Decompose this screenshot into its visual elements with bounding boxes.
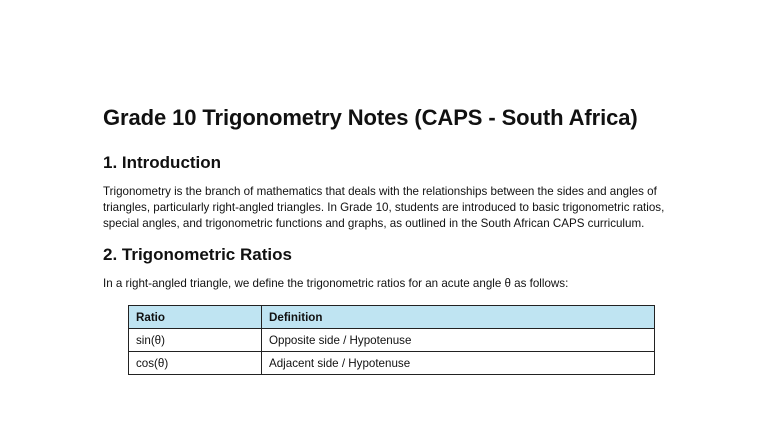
section-heading-trigonometric-ratios: 2. Trigonometric Ratios [103, 245, 292, 265]
table-row [129, 352, 655, 375]
ratios-paragraph: In a right-angled triangle, we define the trigonometric ratios for an acute angle θ as follows: [103, 277, 569, 291]
document-content [103, 103, 683, 375]
column-header-ratio: Ratio [129, 306, 262, 329]
document-title: Grade 10 Trigonometry Notes (CAPS - South Africa) [103, 105, 638, 130]
table-cell-definition: Opposite side / Hypotenuse [262, 329, 655, 352]
table-cell-definition: Adjacent side / Hypotenuse [262, 352, 655, 375]
ratio-table [128, 305, 655, 375]
column-header-definition: Definition [262, 306, 655, 329]
table-cell-ratio: cos(θ) [129, 352, 262, 375]
introduction-paragraph: Trigonometry is the branch of mathematics that deals with the relationships between the sides and angles of triangles, particularly right-angled triangles. In Grade 10, students are introduced to basic trigonometric ratios, special angles, and trigonometric functions and graphs, as outlined in the South African CAPS curriculum. [103, 185, 665, 230]
table-row [129, 329, 655, 352]
section-heading-introduction: 1. Introduction [103, 153, 222, 172]
table-cell-ratio: sin(θ) [129, 329, 262, 352]
table-header-row [129, 306, 655, 329]
